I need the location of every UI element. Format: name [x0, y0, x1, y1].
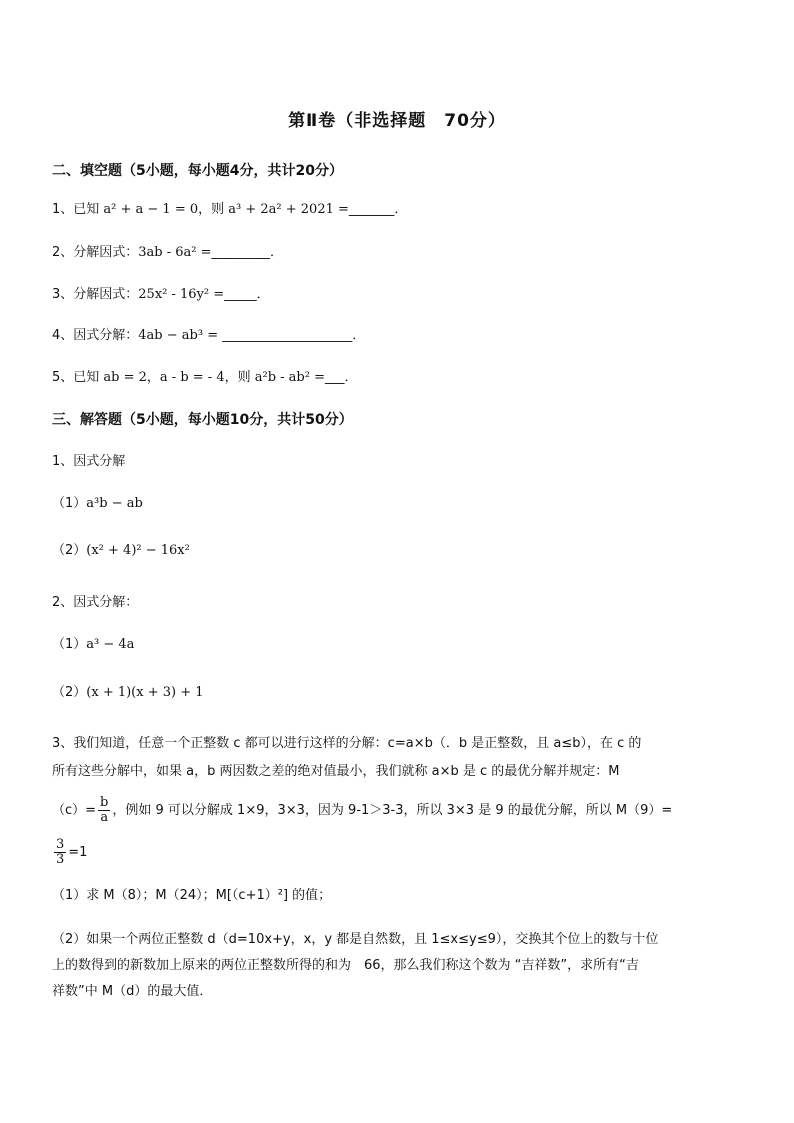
answer-blank[interactable]: ____________________: [222, 328, 353, 343]
section-answer-heading: 三、解答题（5小题，每小题10分，共计50分）: [52, 412, 353, 428]
page-title: 第Ⅱ卷（非选择题 70分）: [288, 111, 506, 131]
fill-question-1: 1、已知 a² + a − 1 = 0，则 a³ + 2a² + 2021 =_______．: [52, 202, 408, 217]
q3-expression: 25x² - 16y² =: [138, 287, 225, 302]
problem-3-line-4: $\frac{3}{3}$ =1: [56, 837, 88, 867]
problem-2-part-1: （1）a³ − 4a: [52, 637, 135, 652]
q1-condition: a² + a − 1 = 0: [103, 202, 199, 217]
answer-blank[interactable]: _________: [211, 245, 271, 260]
problem-3-sub-2-line-3: 祥数”中 M（d）的最大值．: [52, 984, 213, 999]
fill-question-5: 5、已知 ab = 2，a - b = - 4，则 a²b - ab² =___．: [52, 370, 358, 385]
problem-2-part-2: （2）(x + 1)(x + 3) + 1: [52, 685, 204, 700]
fill-question-2: 2、分解因式：3ab - 6a² =_________．: [52, 245, 284, 260]
problem-3-line-2: 所有这些分解中，如果 a，b 两因数之差的绝对值最小，我们就称 a×b 是 c 的最优分解并规定：M: [52, 764, 620, 779]
problem-3-sub-1: （1）求 M（8）；M（24）；M[（c+1）²] 的值；: [52, 888, 332, 903]
problem-1-title: 1、因式分解: [52, 454, 126, 469]
q1-expression: a³ + 2a² + 2021 =: [228, 202, 349, 217]
problem-3-sub-2-line-1: （2）如果一个两位正整数 d（d=10x+y，x，y 都是自然数，且 1≤x≤y≤9），交换其个位上的数与十位: [52, 932, 659, 947]
section-fill-in-heading: 二、填空题（5小题，每小题4分，共计20分）: [52, 163, 343, 179]
fill-question-3: 3、分解因式：25x² - 16y² =_____．: [52, 287, 270, 302]
problem-1-part-1: （1）a³b − ab: [52, 496, 143, 511]
problem-3-line-3: （c）= $\frac{b}{a}$ ，例如 9 可以分解成 1×9，3×3，因为 9-1＞3-3，所以 3×3 是 9 的最优分解，所以 M（9）=: [52, 795, 673, 825]
problem-2-title: 2、因式分解：: [52, 595, 139, 610]
answer-blank[interactable]: ___: [324, 370, 345, 385]
fill-question-4: 4、因式分解：4ab − ab³ = ____________________．: [52, 328, 366, 343]
q5-expression: a²b - ab² =: [254, 370, 325, 385]
fraction-3-over-3: $\frac{3}{3}$: [56, 837, 65, 867]
problem-1-part-2: （2）(x² + 4)² − 16x²: [52, 543, 190, 558]
answer-blank[interactable]: _____: [224, 287, 257, 302]
problem-3-sub-2-line-2: 上的数得到的新数加上原来的两位正整数所得的和为 66，那么我们称这个数为 “吉祥数”，求所有“吉: [52, 958, 639, 973]
q2-expression: 3ab - 6a² =: [138, 245, 212, 260]
answer-blank[interactable]: _______: [348, 202, 395, 217]
q4-expression: 4ab − ab³ =: [138, 328, 219, 343]
fraction-b-over-a: $\frac{b}{a}$: [100, 795, 109, 825]
problem-3-line-1: 3、我们知道，任意一个正整数 c 都可以进行这样的分解：c=a×b（．b 是正整数，且 a≤b），在 c 的: [52, 736, 642, 751]
q5-condition: ab = 2，a - b = - 4: [103, 370, 225, 385]
